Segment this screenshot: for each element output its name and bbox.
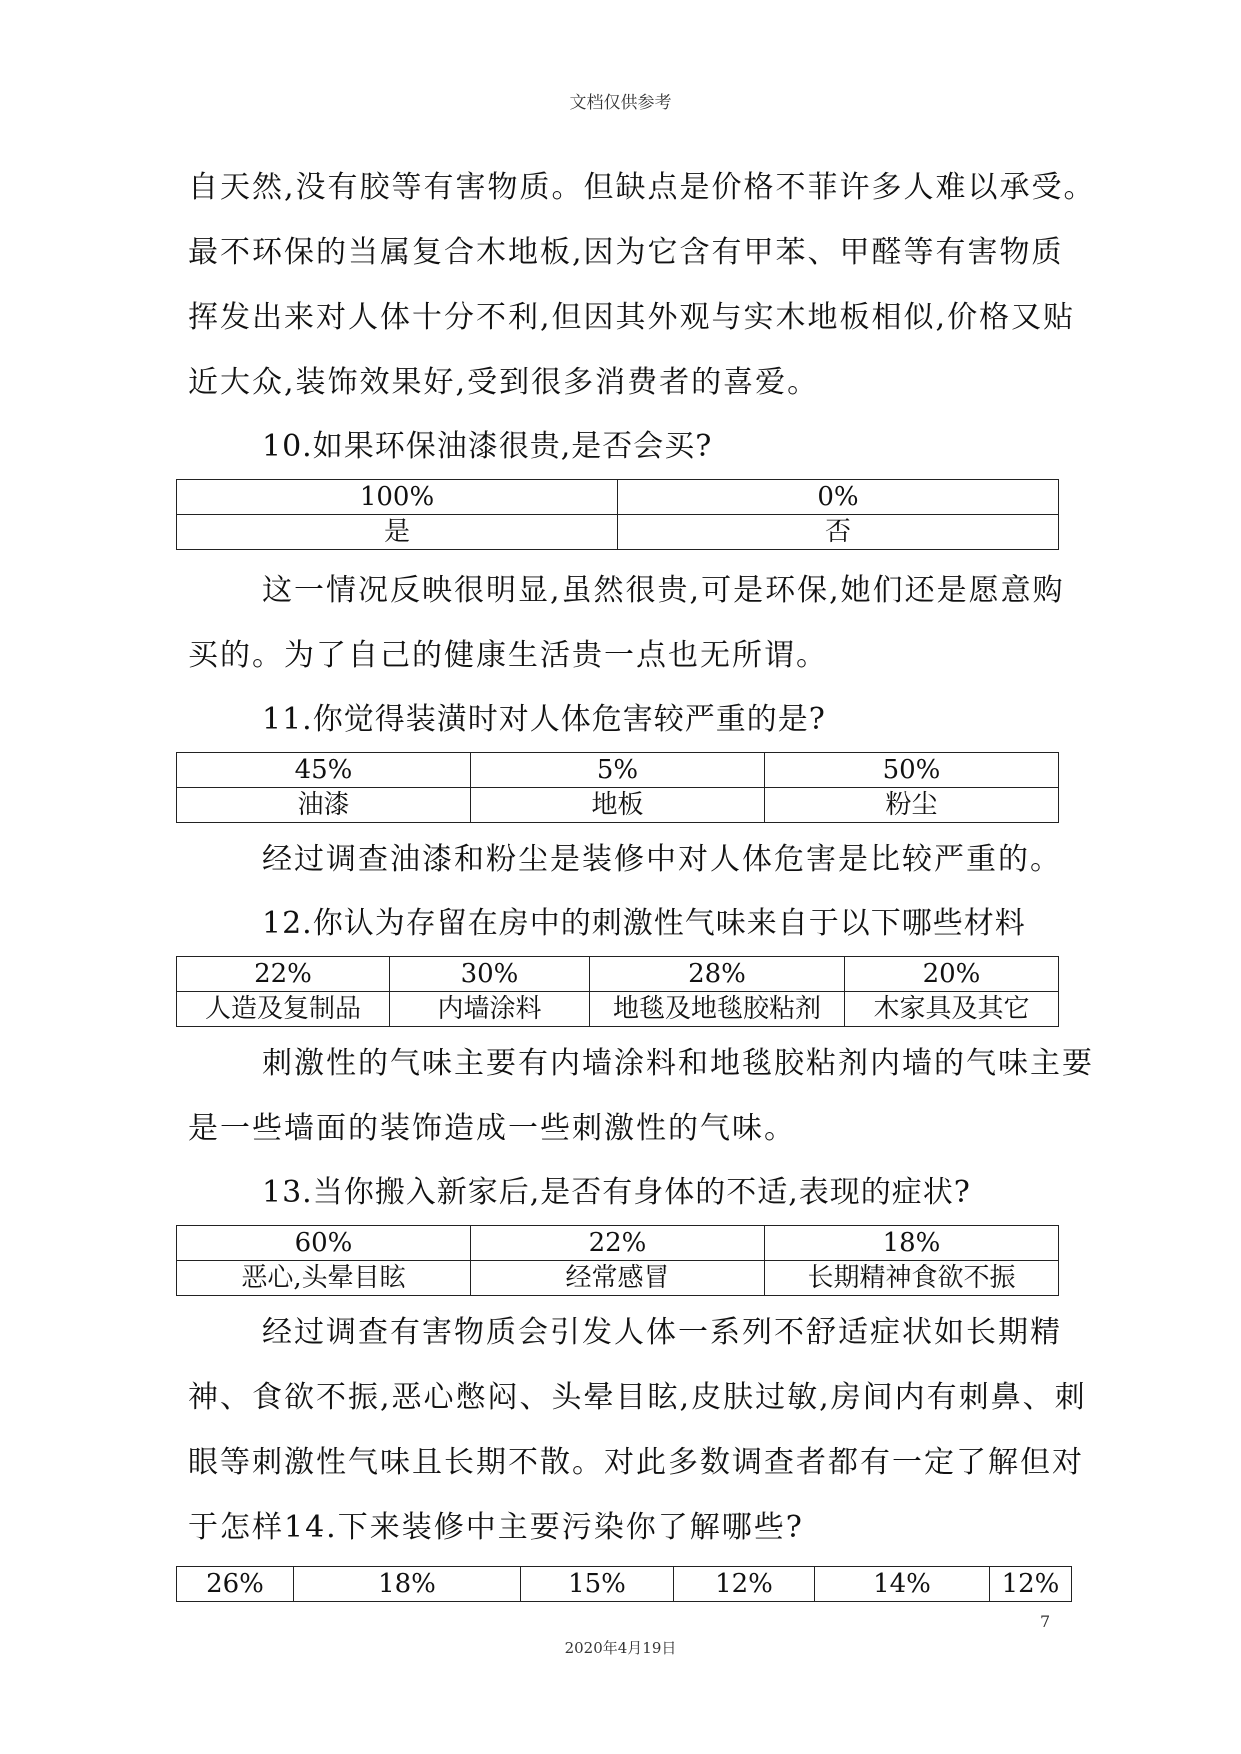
text-line: 挥发出来对人体十分不利,但因其外观与实木地板相似,价格又贴 — [188, 300, 1076, 335]
table-row-labels — [177, 788, 1059, 823]
page-header: 文档仅供参考 — [569, 93, 672, 113]
paragraph-q12 — [188, 1031, 1094, 1161]
table-cell: 地板 — [471, 788, 765, 823]
survey-table-q13 — [176, 1225, 1059, 1296]
table-row-labels — [177, 515, 1059, 550]
table-row-percents — [177, 1226, 1059, 1261]
table-cell: 人造及复制品 — [177, 992, 390, 1027]
table-cell: 45% — [177, 753, 471, 788]
table-cell: 油漆 — [177, 788, 471, 823]
footer-date: 2020年4月19日 — [564, 1639, 677, 1657]
table-row-percents — [177, 1567, 1072, 1602]
text-line: 刺激性的气味主要有内墙涂料和地毯胶粘剂内墙的气味主要 — [262, 1046, 1094, 1081]
table-cell: 100% — [177, 480, 618, 515]
table-cell: 14% — [815, 1567, 990, 1602]
question-11: 11.你觉得装潢时对人体危害较严重的是? — [262, 702, 826, 737]
text-line: 神、食欲不振,恶心憋闷、头晕目眩,皮肤过敏,房间内有刺鼻、刺 — [188, 1380, 1087, 1415]
table-cell: 经常感冒 — [471, 1261, 765, 1296]
table-cell: 内墙涂料 — [390, 992, 590, 1027]
text-line: 这一情况反映很明显,虽然很贵,可是环保,她们还是愿意购 — [262, 573, 1065, 608]
paragraph-q13 — [188, 1300, 1087, 1560]
table-cell: 30% — [390, 957, 590, 992]
table-row-percents — [177, 753, 1059, 788]
table-cell: 20% — [845, 957, 1059, 992]
table-cell: 60% — [177, 1226, 471, 1261]
table-cell: 50% — [765, 753, 1059, 788]
question-13: 13.当你搬入新家后,是否有身体的不适,表现的症状? — [262, 1175, 971, 1210]
table-cell: 是 — [177, 515, 618, 550]
table-cell: 否 — [618, 515, 1059, 550]
table-cell: 22% — [177, 957, 390, 992]
text-line: 买的。为了自己的健康生活贵一点也无所谓。 — [188, 638, 828, 673]
table-cell: 12% — [674, 1567, 815, 1602]
survey-table-q10 — [176, 479, 1059, 550]
table-row-labels — [177, 992, 1059, 1027]
text-line: 于怎样14.下来装修中主要污染你了解哪些? — [188, 1510, 804, 1545]
table-row-labels — [177, 1261, 1059, 1296]
table-cell: 0% — [618, 480, 1059, 515]
question-12: 12.你认为存留在房中的刺激性气味来自于以下哪些材料 — [262, 906, 1026, 941]
table-row-percents — [177, 957, 1059, 992]
table-cell: 木家具及其它 — [845, 992, 1059, 1027]
table-cell: 地毯及地毯胶粘剂 — [590, 992, 845, 1027]
table-row-percents — [177, 480, 1059, 515]
paragraph-intro — [188, 155, 1096, 415]
text-line: 近大众,装饰效果好,受到很多消费者的喜爱。 — [188, 365, 820, 400]
text-line: 经过调查有害物质会引发人体一系列不舒适症状如长期精 — [262, 1315, 1062, 1350]
table-cell: 28% — [590, 957, 845, 992]
survey-table-q12 — [176, 956, 1059, 1027]
table-cell: 26% — [177, 1567, 294, 1602]
paragraph-q10 — [188, 558, 1078, 688]
table-cell: 18% — [765, 1226, 1059, 1261]
text-line: 眼等刺激性气味且长期不散。对此多数调查者都有一定了解但对 — [188, 1445, 1084, 1480]
survey-table-q11 — [176, 752, 1059, 823]
table-cell: 恶心,头晕目眩 — [177, 1261, 471, 1296]
table-cell: 粉尘 — [765, 788, 1059, 823]
paragraph-q11 — [188, 827, 1078, 892]
text-line: 最不环保的当属复合木地板,因为它含有甲苯、甲醛等有害物质 — [188, 235, 1064, 270]
table-cell: 5% — [471, 753, 765, 788]
survey-table-q14 — [176, 1566, 1072, 1602]
document-body — [188, 155, 1096, 1602]
text-line: 自天然,没有胶等有害物质。但缺点是价格不菲许多人难以承受。 — [188, 170, 1096, 205]
table-cell: 长期精神食欲不振 — [765, 1261, 1059, 1296]
question-10: 10.如果环保油漆很贵,是否会买? — [262, 429, 713, 464]
text-line: 经过调查油漆和粉尘是装修中对人体危害是比较严重的。 — [262, 842, 1062, 877]
table-cell: 15% — [521, 1567, 674, 1602]
text-line: 是一些墙面的装饰造成一些刺激性的气味。 — [188, 1111, 796, 1146]
table-cell: 18% — [294, 1567, 521, 1602]
page-number: 7 — [1040, 1612, 1051, 1631]
table-cell: 22% — [471, 1226, 765, 1261]
table-cell: 12% — [990, 1567, 1072, 1602]
